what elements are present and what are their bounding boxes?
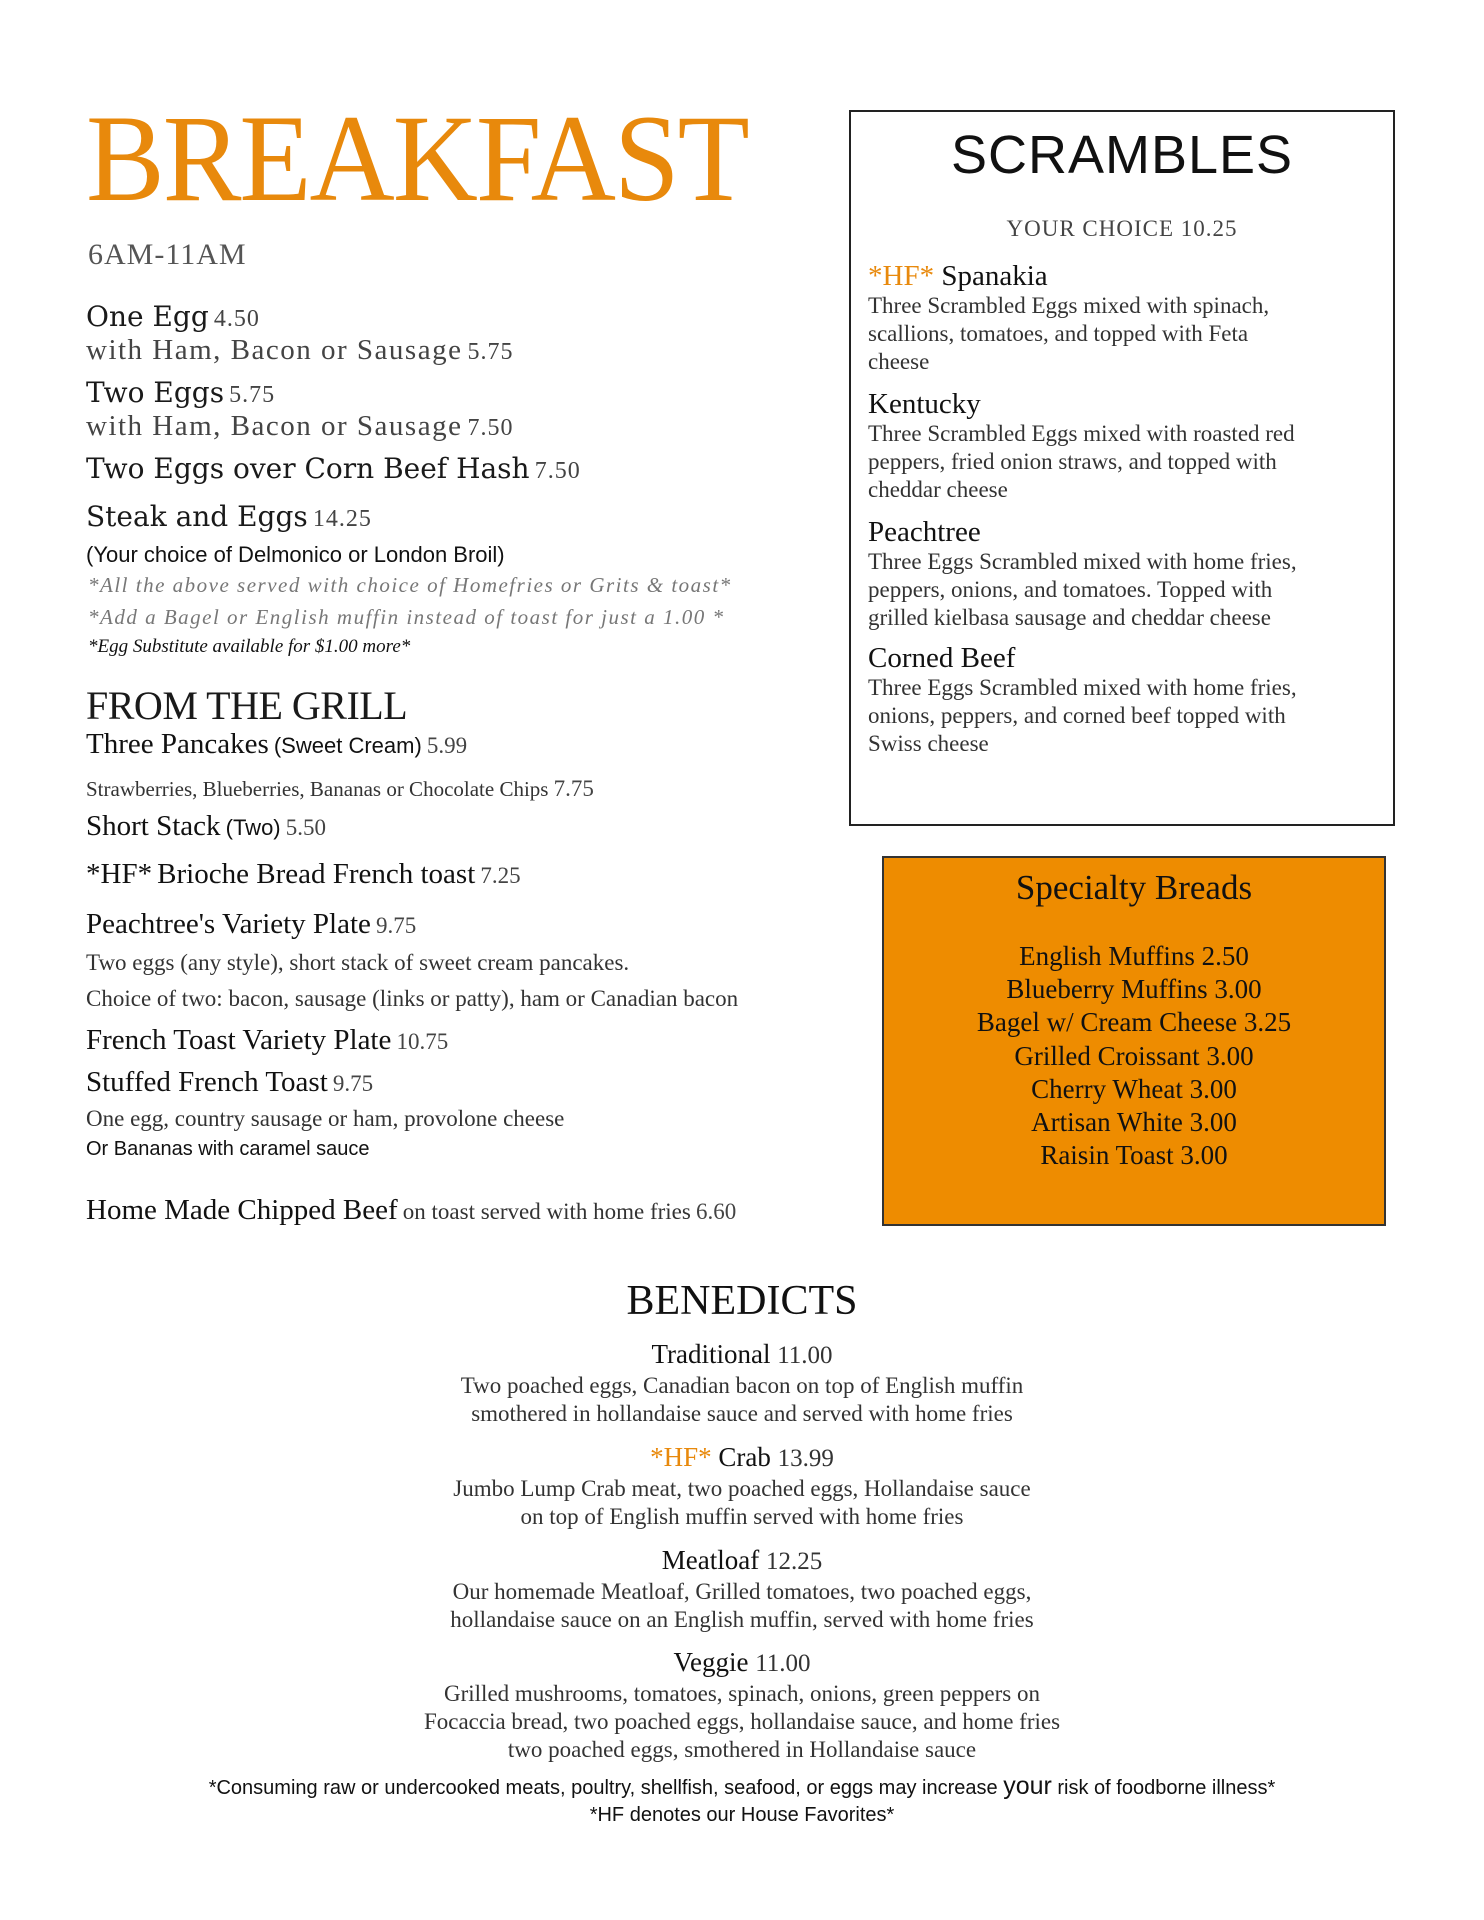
item-price: 10.75: [396, 1029, 449, 1054]
benedict-desc-line: Two poached eggs, Canadian bacon on top of English muffin: [460, 1373, 1024, 1398]
benedict-item: [0, 1544, 1484, 1634]
item-stuffed-ft: [86, 1066, 373, 1099]
scrambles-price: YOUR CHOICE 10.25: [1006, 216, 1238, 241]
item-name: Home Made Chipped Beef: [86, 1194, 398, 1226]
grill-section-title: FROM THE GRILL: [86, 683, 408, 728]
item-brioche: [86, 858, 521, 891]
item-price: 9.75: [376, 913, 417, 938]
variety-desc-2: Choice of two: bacon, sausage (links or patty), ham or Canadian bacon: [86, 986, 739, 1011]
item-sub: with Ham, Bacon or Sausage: [86, 334, 463, 366]
warning-text-end: risk of foodborne illness*: [1051, 1777, 1276, 1799]
item-chipped-beef: [86, 1194, 736, 1227]
item-name: Two Eggs over Corn Beef Hash: [86, 452, 530, 485]
specialty-breads-box: [882, 856, 1386, 1226]
benedict-item: [0, 1338, 1484, 1428]
item-name: One Egg: [86, 300, 209, 333]
scramble-desc-line: peppers, fried onion straws, and topped with: [868, 449, 1277, 474]
scramble-desc-line: Three Eggs Scrambled mixed with home fries,: [868, 549, 1297, 574]
benedict-name: Traditional: [651, 1339, 771, 1369]
benedict-name: Veggie: [673, 1647, 749, 1677]
bagel-note: *Add a Bagel or English muffin instead of toast for just a 1.00 *: [88, 605, 725, 629]
hf-badge: *HF*: [868, 260, 935, 292]
variety-desc-1: Two eggs (any style), short stack of sweet cream pancakes.: [86, 950, 630, 975]
benedict-name: Meatloaf: [661, 1545, 760, 1575]
scramble-name: Spanakia: [941, 260, 1048, 292]
item-two-eggs-with: [86, 410, 514, 443]
bread-item: Cherry Wheat 3.00: [1031, 1073, 1237, 1104]
scramble-desc-line: scallions, tomatoes, and topped with Feta: [868, 321, 1249, 346]
item-corn-beef-hash: [86, 452, 581, 485]
warning-your: your: [1003, 1772, 1052, 1800]
item-name: Brioche Bread French toast: [157, 858, 476, 890]
item-sub: with Ham, Bacon or Sausage: [86, 410, 463, 442]
item-price: 5.99: [426, 733, 468, 758]
benedict-price: 12.25: [765, 1548, 823, 1575]
item-price: 5.50: [285, 815, 326, 840]
benedicts-title: BENEDICTS: [626, 1278, 858, 1324]
item-price: 5.75: [229, 382, 276, 408]
bread-item: Blueberry Muffins 3.00: [1006, 974, 1262, 1005]
item-one-egg-with: [86, 334, 514, 367]
bread-item: English Muffins 2.50: [1019, 941, 1249, 971]
stuffed-desc: One egg, country sausage or ham, provolone cheese: [86, 1106, 565, 1131]
scramble-desc-line: grilled kielbasa sausage and cheddar cheese: [868, 605, 1271, 630]
item-short-stack: [86, 810, 326, 843]
breads-list: [884, 940, 1384, 1172]
item-desc: on toast served with home fries: [402, 1199, 691, 1224]
scramble-name: Kentucky: [868, 388, 981, 420]
warning-text: *Consuming raw or undercooked meats, poultry, shellfish, seafood, or eggs may increase: [208, 1777, 1004, 1799]
steak-note: (Your choice of Delmonico or London Broil): [86, 542, 505, 567]
item-pancakes: [86, 728, 467, 761]
bread-item: Raisin Toast 3.00: [1040, 1140, 1228, 1171]
item-price: 14.25: [312, 506, 372, 532]
item-price: 7.50: [467, 415, 514, 441]
scramble-desc-line: peppers, onions, and tomatoes. Topped with: [868, 577, 1273, 602]
item-desc: Strawberries, Blueberries, Bananas or Chocolate Chips: [86, 777, 549, 801]
item-steak-eggs: [86, 500, 372, 533]
scramble-item: [868, 642, 1388, 758]
benedict-desc-line: two poached eggs, smothered in Hollandaise sauce: [507, 1737, 977, 1762]
benedict-desc-line: Grilled mushrooms, tomatoes, spinach, onions, green peppers on: [444, 1681, 1040, 1706]
scrambles-box: [849, 110, 1395, 826]
item-price: 7.75: [553, 776, 594, 801]
item-price: 7.25: [480, 863, 521, 888]
benedict-desc-line: Our homemade Meatloaf, Grilled tomatoes, two poached eggs,: [452, 1579, 1032, 1604]
item-name: Stuffed French Toast: [86, 1066, 328, 1098]
scramble-name: Peachtree: [868, 516, 981, 548]
benedict-desc-line: Jumbo Lump Crab meat, two poached eggs, Hollandaise sauce: [453, 1476, 1031, 1501]
item-variety-plate: [86, 908, 416, 941]
hf-badge: *HF*: [86, 858, 153, 890]
item-name: French Toast Variety Plate: [86, 1024, 392, 1056]
scramble-desc-line: Swiss cheese: [868, 731, 989, 756]
scramble-name: Corned Beef: [868, 642, 1016, 674]
benedict-name: Crab: [718, 1442, 771, 1472]
item-ft-variety: [86, 1024, 448, 1057]
scramble-desc-line: onions, peppers, and corned beef topped with: [868, 703, 1286, 728]
item-name: Steak and Eggs: [86, 500, 308, 533]
scramble-item: [868, 260, 1388, 376]
item-name: Two Eggs: [86, 376, 225, 409]
benedict-desc-line: hollandaise sauce on an English muffin, served with home fries: [450, 1607, 1034, 1632]
item-one-egg: [86, 300, 260, 333]
benedict-price: 11.00: [777, 1342, 833, 1369]
hf-note: *HF denotes our House Favorites*: [589, 1804, 895, 1826]
stuffed-desc-2: Or Bananas with caramel sauce: [86, 1138, 370, 1160]
item-name: Peachtree's Variety Plate: [86, 908, 371, 940]
benedict-price: 13.99: [777, 1445, 834, 1472]
hf-badge: *HF*: [650, 1442, 712, 1472]
bread-item: Bagel w/ Cream Cheese 3.25: [976, 1007, 1292, 1038]
scrambles-title: SCRAMBLES: [950, 125, 1294, 185]
scramble-desc-line: cheese: [868, 349, 930, 374]
food-safety-warning: [0, 1772, 1484, 1801]
benedict-desc-line: on top of English muffin served with home fries: [520, 1504, 964, 1529]
scramble-desc-line: Three Eggs Scrambled mixed with home fries,: [868, 675, 1297, 700]
scramble-item: [868, 388, 1388, 504]
scramble-item: [868, 516, 1388, 632]
item-paren: (Sweet Cream): [273, 733, 422, 758]
bread-item: Artisan White 3.00: [1031, 1107, 1237, 1138]
hours: 6AM-11AM: [88, 238, 247, 271]
item-price: 6.60: [695, 1199, 737, 1224]
benedict-item: [0, 1441, 1484, 1531]
benedict-desc-line: smothered in hollandaise sauce and served with home fries: [471, 1401, 1013, 1426]
item-name: Three Pancakes: [86, 728, 269, 760]
item-two-eggs: [86, 376, 275, 409]
item-price: 5.75: [467, 339, 514, 365]
item-price: 4.50: [213, 306, 260, 332]
bread-item: Grilled Croissant 3.00: [1014, 1040, 1254, 1071]
scramble-desc-line: cheddar cheese: [868, 477, 1008, 502]
scramble-desc-line: Three Scrambled Eggs mixed with spinach,: [868, 293, 1270, 318]
item-price: 7.50: [534, 458, 581, 484]
scramble-desc-line: Three Scrambled Eggs mixed with roasted red: [868, 421, 1295, 446]
substitute-note: *Egg Substitute available for $1.00 more*: [88, 636, 411, 657]
benedict-price: 11.00: [755, 1650, 811, 1677]
pancakes-extra: [86, 776, 594, 802]
item-price: 9.75: [332, 1071, 374, 1096]
served-note: *All the above served with choice of Homefries or Grits & toast*: [88, 573, 732, 597]
item-paren: (Two): [225, 815, 281, 840]
benedict-item: [0, 1646, 1484, 1764]
benedict-desc-line: Focaccia bread, two poached eggs, hollandaise sauce, and home fries: [423, 1709, 1061, 1734]
menu-title: BREAKFAST: [86, 89, 748, 228]
item-name: Short Stack: [86, 810, 221, 842]
breads-title: Specialty Breads: [1015, 868, 1253, 907]
